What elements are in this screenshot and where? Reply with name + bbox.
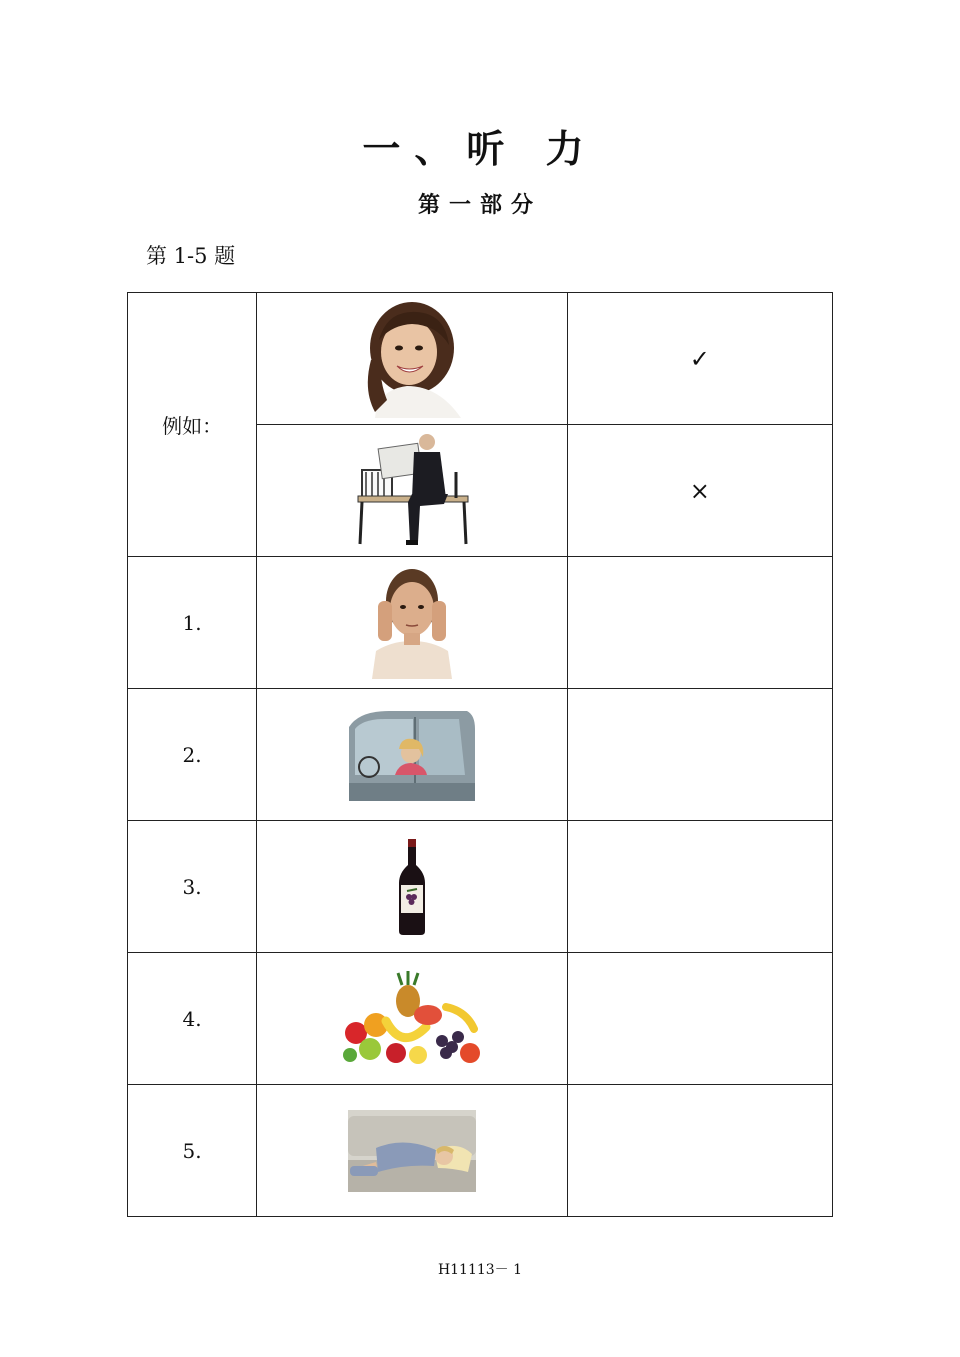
image-cell [257, 293, 567, 425]
woman-sleeping-on-sofa-image [348, 1110, 476, 1192]
man-covering-ears-image [372, 567, 452, 679]
answer-cell [567, 821, 832, 953]
part-title: 第一部分 [417, 192, 542, 218]
image-cell [257, 821, 567, 953]
question-table [127, 292, 833, 1217]
question-number: 4. [182, 1006, 202, 1031]
answer-cell [567, 689, 832, 821]
image-cell [257, 425, 567, 557]
question-number: 1. [182, 610, 202, 635]
image-cell [257, 1085, 567, 1217]
man-reading-newspaper-on-bench-image [352, 432, 472, 550]
answer-cell [567, 1085, 832, 1217]
question-number: 3. [182, 874, 202, 899]
smiling-woman-image [357, 300, 467, 418]
answer-cell [567, 557, 832, 689]
question-number: 5. [182, 1138, 202, 1163]
image-cell [257, 953, 567, 1085]
answer-cell [567, 425, 832, 557]
question-number: 2. [182, 742, 202, 767]
section-title: 一、听 力 [362, 126, 598, 171]
example-label: 例如： [162, 414, 223, 438]
question-row [128, 953, 833, 1085]
question-row [128, 1085, 833, 1217]
question-number-cell [128, 557, 257, 689]
wine-bottle-image [397, 839, 427, 935]
question-number-cell [128, 821, 257, 953]
fruit-pile-image [342, 971, 482, 1067]
question-row [128, 557, 833, 689]
question-range: 第 1-5 题 [146, 244, 236, 268]
check-mark-icon: ✓ [689, 344, 710, 373]
question-number-cell [128, 689, 257, 821]
page-footer: H11113－ 1 [437, 1262, 523, 1278]
cross-mark-icon: × [689, 476, 710, 505]
image-cell [257, 557, 567, 689]
question-row [128, 821, 833, 953]
image-cell [257, 689, 567, 821]
answer-cell [567, 953, 832, 1085]
example-row-1 [128, 293, 833, 425]
question-number-cell [128, 953, 257, 1085]
question-row [128, 689, 833, 821]
woman-driving-car-image [349, 709, 475, 801]
question-number-cell [128, 1085, 257, 1217]
answer-cell [567, 293, 832, 425]
example-label-cell [128, 293, 257, 557]
